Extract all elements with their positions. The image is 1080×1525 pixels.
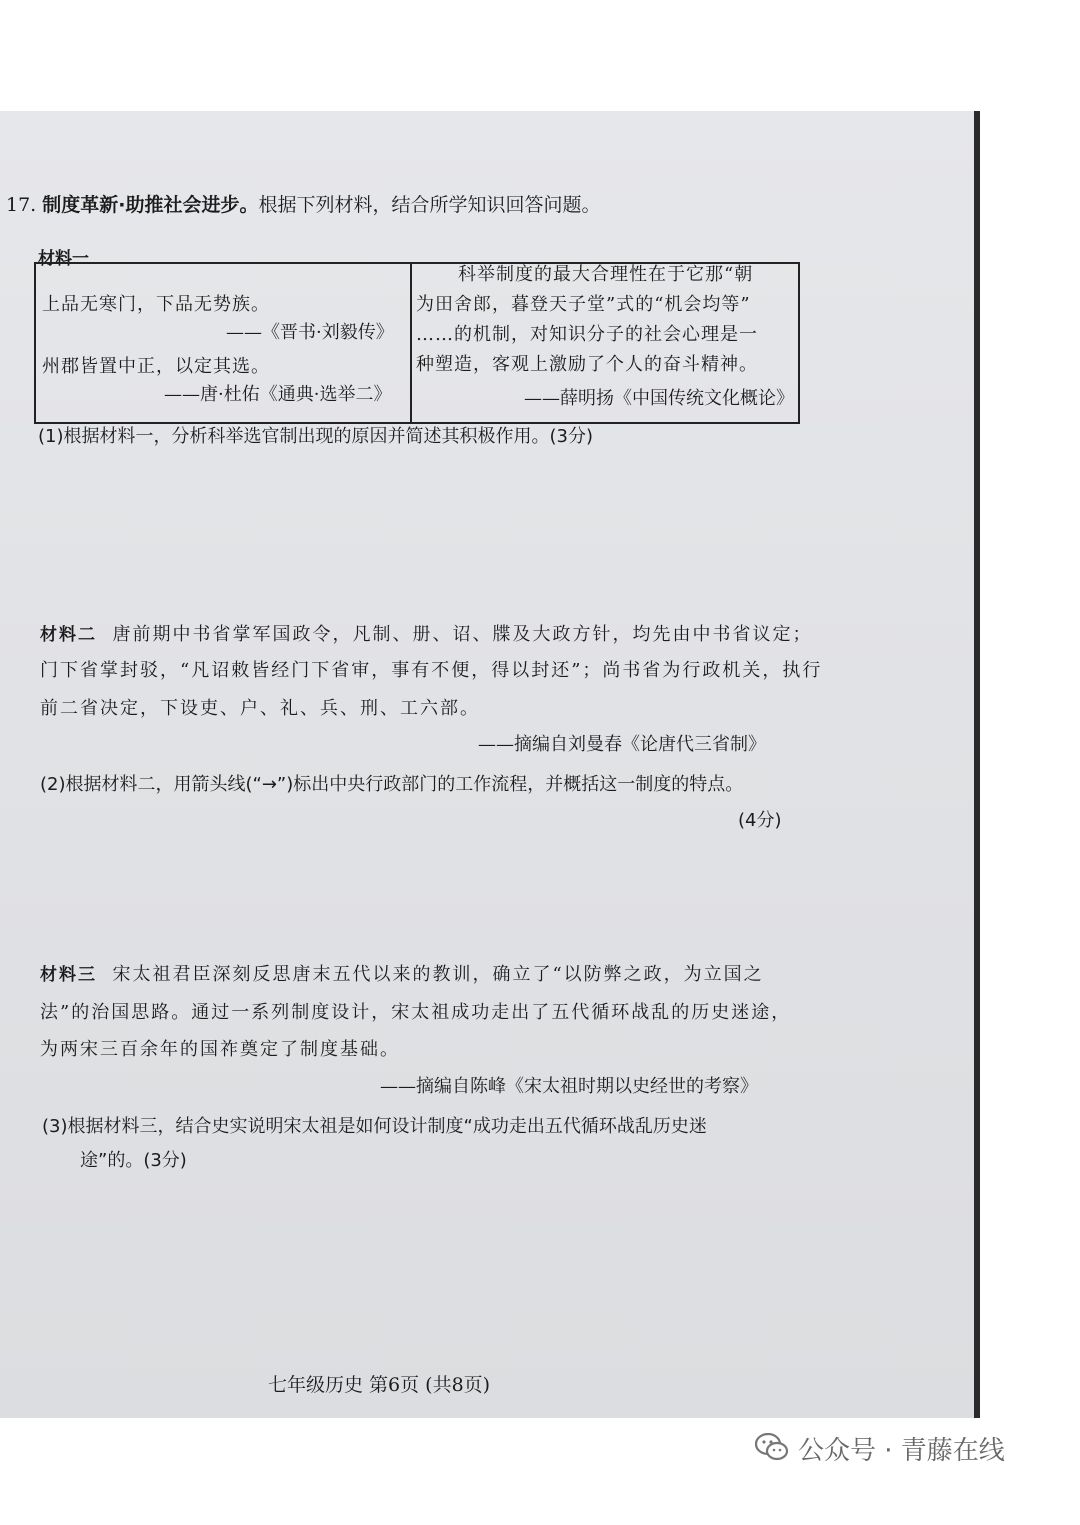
- watermark-text: 公众号 · 青藤在线: [798, 1436, 1005, 1466]
- material1-right-line: ……的机制，对知识分子的社会心理是一: [416, 324, 758, 345]
- wechat-icon: [755, 1433, 789, 1461]
- sub-question-1: (1)根据材料一，分析科举选官制出现的原因并简述其积极作用。(3分): [38, 426, 593, 447]
- question-number: 17.: [6, 194, 37, 216]
- material3-first-line: [40, 960, 764, 986]
- question-theme: 制度革新·助推社会进步。: [42, 194, 259, 216]
- sub-question-3-line1: (3)根据材料三，结合史实说明宋太祖是如何设计制度“成功走出五代循环战乱历史迷: [42, 1116, 707, 1137]
- material3-source: ——摘编自陈峰《宋太祖时期以史经世的考察》: [380, 1076, 758, 1097]
- material3-label: 材料三: [40, 965, 97, 985]
- sub-question-2-score: (4分): [738, 810, 782, 831]
- material2-first-line: [40, 620, 812, 646]
- material3-line: 法”的治国思路。通过一系列制度设计，宋太祖成功走出了五代循环战乱的历史迷途，: [40, 1002, 792, 1023]
- paper-edge: [974, 111, 980, 1418]
- material1-source1: ——《晋书·刘毅传》: [226, 322, 394, 343]
- material1-right-line: 为田舍郎，暮登天子堂”式的“机会均等”: [416, 294, 751, 315]
- material1-right-line: 科举制度的最大合理性在于它那“朝: [458, 264, 754, 285]
- material1-quote2: 州郡皆置中正，以定其选。: [42, 356, 270, 377]
- material3-line: 宋太祖君臣深刻反思唐末五代以来的教训，确立了“以防弊之政，为立国之: [112, 964, 764, 985]
- material1-label: 材料一: [38, 249, 89, 269]
- material1-quote1: 上品无寒门，下品无势族。: [42, 294, 270, 315]
- material2-label: 材料二: [40, 625, 97, 645]
- material2-line: 唐前期中书省掌军国政令，凡制、册、诏、牒及大政方针，均先由中书省议定；: [112, 624, 813, 645]
- question-heading: [6, 190, 601, 217]
- material1-right-line: 种塑造，客观上激励了个人的奋斗精神。: [416, 354, 758, 375]
- sub-question-3-line2: 途”的。(3分): [80, 1150, 187, 1171]
- sub-question-2: (2)根据材料二，用箭头线(“→”)标出中央行政部门的工作流程，并概括这一制度的特点。: [40, 774, 744, 795]
- material3-line: 为两宋三百余年的国祚奠定了制度基础。: [40, 1039, 400, 1060]
- material1-left-cell: [36, 264, 412, 422]
- material1-table: [34, 262, 800, 424]
- material1-right-source: ——薛明扬《中国传统文化概论》: [524, 388, 794, 409]
- material2-line: 前二省决定，下设吏、户、礼、兵、刑、工六部。: [40, 698, 480, 719]
- material2-line: 门下省掌封驳，“凡诏敕皆经门下省审，事有不便，得以封还”；尚书省为行政机关，执行: [40, 660, 823, 681]
- question-instruction: 根据下列材料，结合所学知识回答问题。: [258, 194, 601, 216]
- material1-right-cell: [412, 264, 798, 422]
- material1-source2: ——唐·杜佑《通典·选举二》: [164, 384, 392, 405]
- material2-source: ——摘编自刘曼春《论唐代三省制》: [478, 734, 766, 755]
- page-footer: 七年级历史 第6页 (共8页): [268, 1374, 491, 1396]
